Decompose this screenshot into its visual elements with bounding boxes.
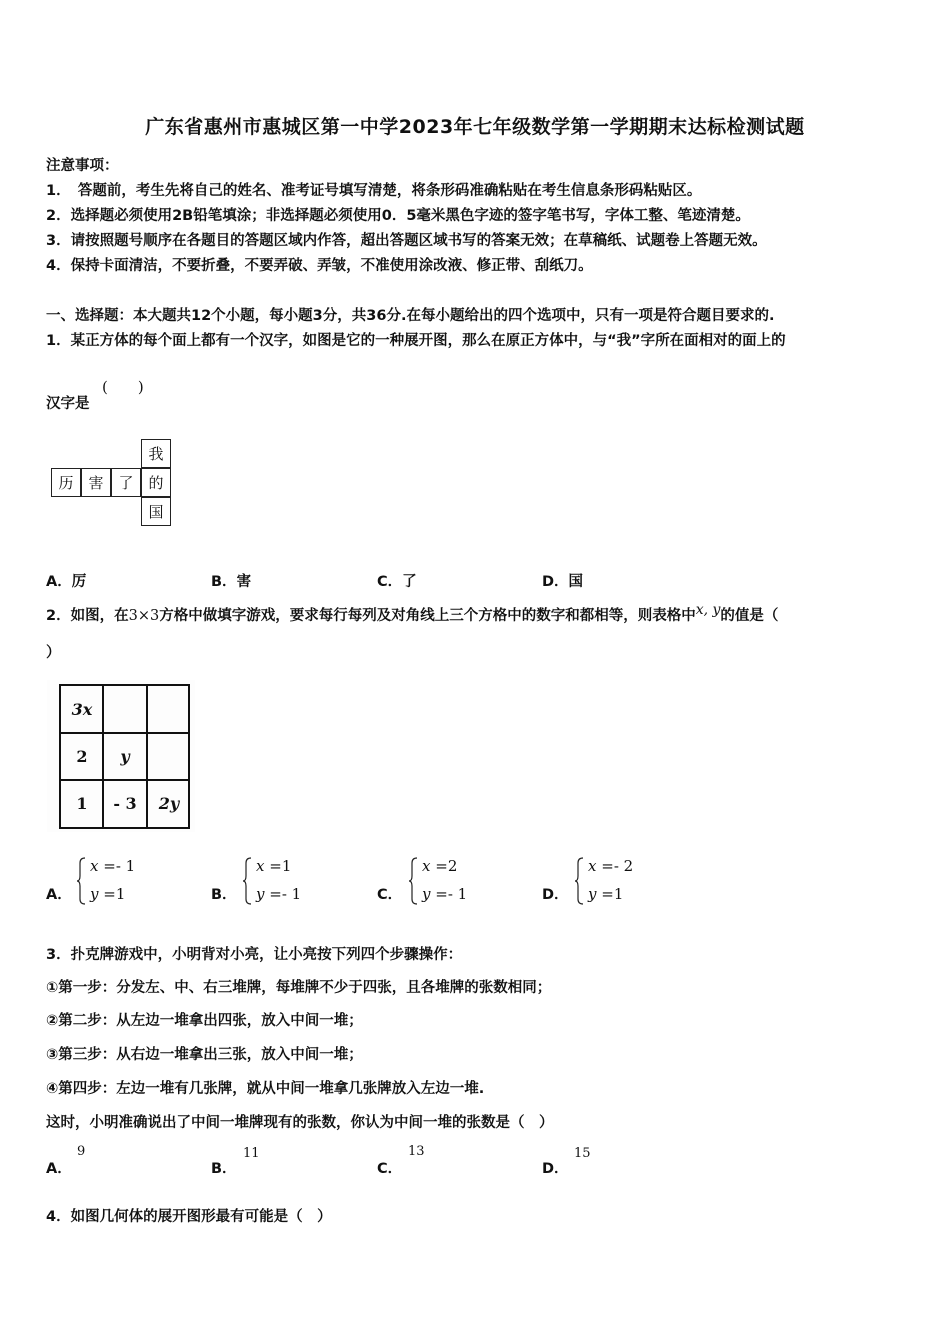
- question-2-text-cont: ）: [46, 645, 61, 661]
- question-1-text-cont: 汉字是: [46, 396, 90, 412]
- magic-square-figure: [47, 680, 195, 832]
- q3-question: 这时，小明准确说出了中间一堆牌现有的张数，你认为中间一堆的张数是（ ）: [46, 1115, 554, 1131]
- q2-vars: x, y: [695, 602, 721, 618]
- notice-item: 2．选择题必须使用2B铅笔填涂；非选择题必须使用0．5毫米黑色字迹的签字笔书写，字体工整、笔迹清楚。: [46, 208, 750, 224]
- option-c[interactable]: [377, 570, 417, 591]
- grid-cell: y: [120, 746, 130, 766]
- brace-icon: [242, 857, 252, 905]
- magic-square-grid: [59, 684, 190, 829]
- net-cell: 历: [51, 468, 81, 497]
- option-b[interactable]: [211, 883, 237, 904]
- grid-cell: 2: [76, 746, 88, 766]
- option-label: A．: [46, 574, 72, 590]
- grid-cell: 1: [76, 793, 88, 813]
- option-label: C．: [377, 574, 403, 590]
- eq-val: =- 1: [103, 857, 136, 875]
- eq-var: y: [422, 885, 431, 903]
- option-d[interactable]: [542, 1157, 569, 1178]
- eq-var: y: [90, 885, 99, 903]
- eq-var: x: [256, 857, 265, 875]
- eq-val: =- 1: [269, 885, 302, 903]
- option-label: D．: [542, 574, 569, 590]
- q3-step: ③第三步：从右边一堆拿出三张，放入中间一堆；: [46, 1047, 363, 1063]
- question-4-text: 4．如图几何体的展开图形最有可能是（ ）: [46, 1209, 332, 1225]
- option-text: 国: [568, 574, 584, 590]
- q3-step: ②第二步：从左边一堆拿出四张，放入中间一堆；: [46, 1013, 363, 1029]
- option-text: 害: [236, 574, 252, 590]
- eq-val: =1: [601, 885, 624, 903]
- q2-text-b: 方格中做填字游戏，要求每行每列及对角线上三个方格中的数字和都相等，则表格中: [159, 608, 696, 624]
- option-a[interactable]: [46, 570, 86, 591]
- option-label: B．: [211, 574, 237, 590]
- option-a[interactable]: [46, 883, 72, 904]
- eq-var: x: [90, 857, 99, 875]
- option-label: C．: [377, 887, 403, 903]
- option-d[interactable]: [542, 883, 569, 904]
- option-label: B．: [211, 1161, 237, 1177]
- brace-icon: [76, 857, 86, 905]
- option-c[interactable]: [377, 1157, 402, 1178]
- notice-item: 3．请按照题号顺序在各题目的答题区域内作答，超出答题区域书写的答案无效；在草稿纸、试题卷上答题无效。: [46, 233, 767, 249]
- eq-val: =- 1: [435, 885, 468, 903]
- question-2-text: [46, 604, 778, 625]
- option-d[interactable]: [542, 570, 583, 591]
- option-b[interactable]: [211, 1157, 237, 1178]
- option-label: D．: [542, 1161, 569, 1177]
- eq-val: =1: [103, 885, 126, 903]
- notice-item: 4．保持卡面清洁，不要折叠，不要弄破、弄皱，不准使用涂改液、修正带、刮纸刀。: [46, 258, 593, 274]
- grid-cell: - 3: [113, 793, 137, 813]
- eq-var: y: [588, 885, 597, 903]
- option-label: B．: [211, 887, 237, 903]
- grid-cell: [148, 733, 190, 779]
- grid-size: 3×3: [128, 608, 160, 624]
- q2-text-a: 2．如图，在: [46, 608, 129, 624]
- option-a[interactable]: [46, 1157, 72, 1178]
- net-cell: 了: [111, 468, 141, 497]
- net-cell: 我: [141, 439, 171, 468]
- eq-val: =2: [435, 857, 458, 875]
- eq-var: x: [588, 857, 597, 875]
- eq-var: x: [422, 857, 431, 875]
- section-heading: 一、选择题：本大题共12个小题，每小题3分，共36分.在每小题给出的四个选项中，只有一项是符合题目要求的.: [46, 308, 775, 324]
- net-cell: 的: [141, 468, 171, 497]
- option-value: 11: [243, 1146, 260, 1161]
- notice-heading: 注意事项：: [46, 158, 119, 174]
- grid-cell: 3x: [71, 699, 93, 719]
- answer-paren: ( ): [102, 378, 144, 396]
- option-c[interactable]: [377, 883, 402, 904]
- eq-var: y: [256, 885, 265, 903]
- option-label: C．: [377, 1161, 403, 1177]
- option-value: 15: [574, 1146, 591, 1161]
- notice-item: 1． 答题前，考生先将自己的姓名、准考证号填写清楚，将条形码准确粘贴在考生信息条形码粘贴区。: [46, 183, 702, 199]
- option-text: 了: [402, 574, 417, 590]
- grid-cell: [148, 686, 190, 732]
- question-3-text: 3．扑克牌游戏中，小明背对小亮，让小亮按下列四个步骤操作：: [46, 947, 463, 963]
- option-value: 13: [408, 1144, 425, 1159]
- net-cell: 害: [81, 468, 111, 497]
- q3-step: ①第一步：分发左、中、右三堆牌，每堆牌不少于四张，且各堆牌的张数相同；: [46, 980, 552, 996]
- q2-text-c: 的值是（: [720, 608, 779, 624]
- grid-cell: [104, 686, 146, 732]
- option-text: 厉: [71, 574, 87, 590]
- eq-val: =1: [269, 857, 292, 875]
- brace-icon: [574, 857, 584, 905]
- eq-val: =- 2: [601, 857, 634, 875]
- net-cell: 国: [141, 497, 171, 526]
- option-label: A．: [46, 1161, 72, 1177]
- page-title: 广东省惠州市惠城区第一中学2023年七年级数学第一学期期末达标检测试题: [145, 116, 805, 138]
- grid-cell: 2y: [158, 793, 180, 813]
- option-label: A．: [46, 887, 72, 903]
- question-1-text: 1．某正方体的每个面上都有一个汉字，如图是它的一种展开图，那么在原正方体中，与“我”字所在面相对的面上的: [46, 333, 786, 349]
- q3-step: ④第四步：左边一堆有几张牌，就从中间一堆拿几张牌放入左边一堆.: [46, 1081, 485, 1097]
- option-value: 9: [77, 1144, 86, 1159]
- option-b[interactable]: [211, 570, 251, 591]
- brace-icon: [408, 857, 418, 905]
- option-label: D．: [542, 887, 569, 903]
